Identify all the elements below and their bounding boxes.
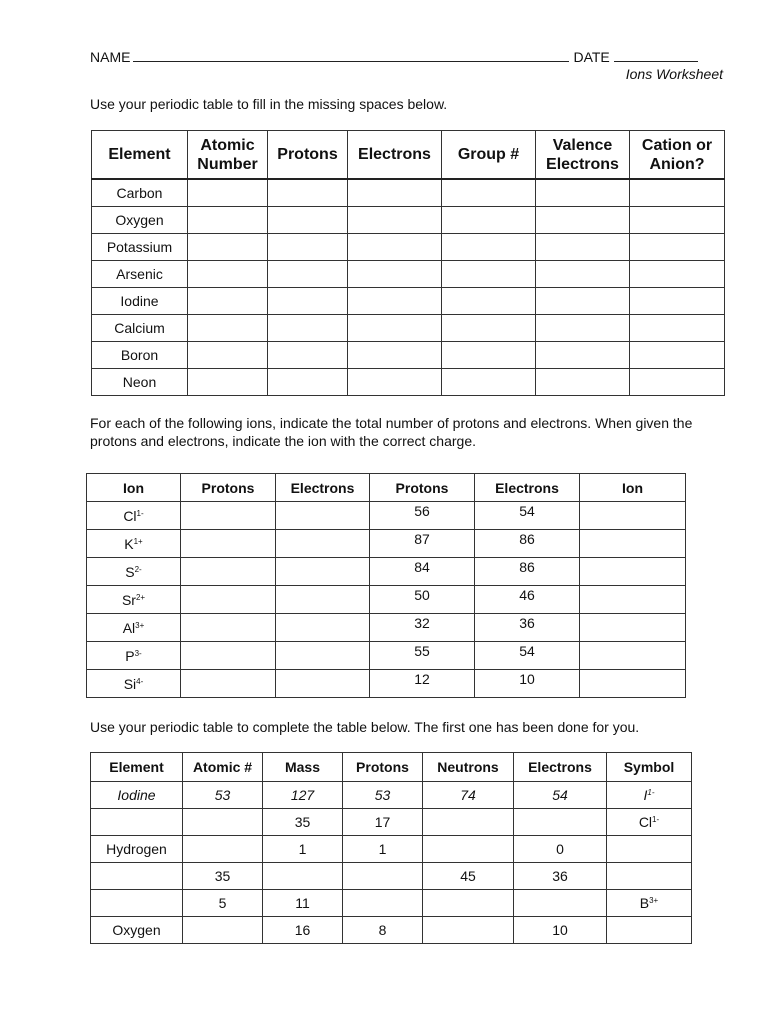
- answer-cell[interactable]: [514, 890, 607, 917]
- column-header-line: Electrons: [358, 146, 431, 163]
- given-protons-cell: 32: [370, 614, 475, 642]
- answer-cell[interactable]: [423, 890, 514, 917]
- table-row: [91, 917, 692, 944]
- element-cell: Oxygen: [91, 917, 183, 944]
- element-table: [91, 130, 725, 396]
- answer-cell[interactable]: [442, 261, 536, 288]
- answer-cell[interactable]: [442, 207, 536, 234]
- given-electrons-cell: 10: [475, 670, 580, 698]
- answer-cell[interactable]: [580, 530, 686, 558]
- name-date-header: [90, 47, 698, 65]
- column-header: [92, 131, 188, 180]
- symbol-text: I: [643, 787, 648, 803]
- answer-cell[interactable]: [442, 179, 536, 207]
- column-header-line: Electrons: [546, 155, 619, 173]
- electrons-cell: 36: [514, 863, 607, 890]
- given-protons-cell: 50: [370, 586, 475, 614]
- answer-cell[interactable]: [188, 234, 268, 261]
- column-header: Ion: [87, 474, 181, 502]
- answer-cell[interactable]: [91, 863, 183, 890]
- answer-cell[interactable]: [263, 863, 343, 890]
- answer-cell[interactable]: [580, 614, 686, 642]
- electrons-cell: 54: [514, 782, 607, 809]
- answer-cell[interactable]: [276, 558, 370, 586]
- answer-cell[interactable]: [536, 369, 630, 396]
- answer-cell[interactable]: [91, 809, 183, 836]
- given-protons-cell: 55: [370, 642, 475, 670]
- mass-cell: 35: [263, 809, 343, 836]
- symbol-text: Cl: [638, 814, 653, 830]
- atomic-cell: 5: [183, 890, 263, 917]
- element-cell: Hydrogen: [91, 836, 183, 863]
- answer-cell[interactable]: [630, 234, 725, 261]
- ion-cell: [87, 670, 181, 698]
- protons-cell: 17: [343, 809, 423, 836]
- column-header: Electrons: [475, 474, 580, 502]
- element-name-cell: Oxygen: [92, 207, 188, 234]
- answer-cell[interactable]: [580, 642, 686, 670]
- given-protons-cell: 12: [370, 670, 475, 698]
- answer-cell[interactable]: [630, 342, 725, 369]
- table-row: [91, 836, 692, 863]
- answer-cell[interactable]: [181, 642, 276, 670]
- answer-cell[interactable]: [348, 342, 442, 369]
- column-header: [348, 131, 442, 180]
- column-header-line: Group #: [457, 146, 520, 163]
- answer-cell[interactable]: [607, 836, 692, 863]
- answer-cell[interactable]: [181, 502, 276, 530]
- answer-cell[interactable]: [91, 890, 183, 917]
- answer-cell[interactable]: [183, 917, 263, 944]
- answer-cell[interactable]: [580, 558, 686, 586]
- answer-cell[interactable]: [268, 315, 348, 342]
- answer-cell[interactable]: [188, 315, 268, 342]
- column-header: Protons: [181, 474, 276, 502]
- answer-cell[interactable]: [348, 369, 442, 396]
- ion-symbol: K: [124, 535, 134, 552]
- atomic-cell: 53: [183, 782, 263, 809]
- answer-cell[interactable]: [268, 261, 348, 288]
- column-header: Electrons: [514, 753, 607, 782]
- table-row: [92, 369, 725, 396]
- column-header: Protons: [370, 474, 475, 502]
- answer-cell[interactable]: [423, 917, 514, 944]
- answer-cell[interactable]: [276, 642, 370, 670]
- ion-charge: 2-: [134, 564, 142, 574]
- symbol-charge: 3+: [649, 896, 659, 905]
- column-header: Protons: [343, 753, 423, 782]
- answer-cell[interactable]: [348, 179, 442, 207]
- table-row: [92, 179, 725, 207]
- mass-cell: 127: [263, 782, 343, 809]
- element-name-cell: Iodine: [92, 288, 188, 315]
- protons-cell: 1: [343, 836, 423, 863]
- answer-cell[interactable]: [607, 863, 692, 890]
- answer-cell[interactable]: [630, 315, 725, 342]
- table-row: [87, 642, 686, 670]
- element-name-cell: Arsenic: [92, 261, 188, 288]
- ion-symbol: Sr: [121, 591, 136, 608]
- section2-instruction: For each of the following ions, indicate the total number of protons and electrons. When given the protons and electrons, indicate the ion with the correct charge.: [90, 415, 693, 449]
- answer-cell[interactable]: [630, 261, 725, 288]
- ion-cell: [87, 642, 181, 670]
- answer-cell[interactable]: [188, 369, 268, 396]
- element-name-cell: Potassium: [92, 234, 188, 261]
- ion-symbol: Al: [122, 619, 136, 636]
- column-header: Electrons: [276, 474, 370, 502]
- answer-cell[interactable]: [607, 917, 692, 944]
- answer-cell[interactable]: [268, 234, 348, 261]
- protons-cell: 53: [343, 782, 423, 809]
- answer-cell[interactable]: [343, 890, 423, 917]
- name-field[interactable]: [133, 47, 569, 62]
- ion-cell: [87, 614, 181, 642]
- ion-cell: [87, 558, 181, 586]
- symbol-text: B: [639, 895, 650, 911]
- ion-cell: [87, 586, 181, 614]
- column-header: Atomic #: [183, 753, 263, 782]
- given-protons-cell: 87: [370, 530, 475, 558]
- table-row: [87, 558, 686, 586]
- answer-cell[interactable]: [536, 288, 630, 315]
- element-name-cell: Boron: [92, 342, 188, 369]
- answer-cell[interactable]: [348, 207, 442, 234]
- electrons-cell: 0: [514, 836, 607, 863]
- given-protons-cell: 84: [370, 558, 475, 586]
- ion-charge: 3-: [134, 648, 142, 658]
- answer-cell[interactable]: [276, 614, 370, 642]
- ion-charge: 3+: [135, 620, 145, 630]
- table-row: [91, 809, 692, 836]
- column-header-line: Atomic: [200, 136, 255, 154]
- ion-symbol: S: [125, 563, 135, 580]
- answer-cell[interactable]: [343, 863, 423, 890]
- answer-cell[interactable]: [423, 809, 514, 836]
- answer-cell[interactable]: [442, 288, 536, 315]
- column-header: Neutrons: [423, 753, 514, 782]
- answer-cell[interactable]: [181, 614, 276, 642]
- protons-cell: 8: [343, 917, 423, 944]
- table-row: [91, 863, 692, 890]
- isotope-table: [90, 752, 692, 944]
- answer-cell[interactable]: [536, 179, 630, 207]
- column-header-line: Protons: [277, 146, 338, 163]
- ion-charge: 4-: [136, 676, 144, 686]
- answer-cell[interactable]: [188, 261, 268, 288]
- answer-cell[interactable]: [188, 179, 268, 207]
- element-cell: Iodine: [91, 782, 183, 809]
- electrons-cell: 10: [514, 917, 607, 944]
- given-electrons-cell: 54: [475, 502, 580, 530]
- table-row: [92, 288, 725, 315]
- answer-cell[interactable]: [580, 670, 686, 698]
- column-header-line: Number: [197, 155, 258, 173]
- answer-cell[interactable]: [630, 369, 725, 396]
- table-row: [87, 614, 686, 642]
- answer-cell[interactable]: [630, 179, 725, 207]
- table-row: [91, 782, 692, 809]
- date-field[interactable]: [614, 47, 698, 62]
- answer-cell[interactable]: [442, 369, 536, 396]
- ion-charge: 1+: [133, 536, 143, 546]
- worksheet-title: Ions Worksheet: [625, 66, 723, 82]
- answer-cell[interactable]: [348, 234, 442, 261]
- ion-table: [86, 473, 686, 698]
- symbol-charge: 1-: [647, 788, 655, 797]
- answer-cell[interactable]: [268, 207, 348, 234]
- answer-cell[interactable]: [442, 342, 536, 369]
- column-header: [536, 131, 630, 180]
- column-header: Ion: [580, 474, 686, 502]
- table-row: [87, 530, 686, 558]
- answer-cell[interactable]: [181, 670, 276, 698]
- answer-cell[interactable]: [276, 586, 370, 614]
- answer-cell[interactable]: [514, 809, 607, 836]
- table-row: [92, 261, 725, 288]
- section3-instruction: Use your periodic table to complete the table below. The first one has been done for you.: [90, 719, 640, 735]
- name-label: NAME: [90, 49, 131, 65]
- symbol-cell: [607, 782, 692, 809]
- answer-cell[interactable]: [188, 342, 268, 369]
- answer-cell[interactable]: [188, 288, 268, 315]
- answer-cell[interactable]: [536, 207, 630, 234]
- table-row: [87, 586, 686, 614]
- table-row: [92, 315, 725, 342]
- ion-charge: 1-: [136, 508, 144, 518]
- ion-symbol: Si: [123, 675, 137, 692]
- column-header-line: Element: [108, 146, 171, 163]
- mass-cell: 1: [263, 836, 343, 863]
- element-name-cell: Calcium: [92, 315, 188, 342]
- answer-cell[interactable]: [580, 502, 686, 530]
- element-name-cell: Carbon: [92, 179, 188, 207]
- answer-cell[interactable]: [268, 288, 348, 315]
- table-row: [92, 234, 725, 261]
- answer-cell[interactable]: [181, 530, 276, 558]
- answer-cell[interactable]: [183, 836, 263, 863]
- table-row: [87, 670, 686, 698]
- column-header-line: Cation or: [641, 136, 713, 154]
- column-header: [630, 131, 725, 180]
- answer-cell[interactable]: [536, 234, 630, 261]
- answer-cell[interactable]: [580, 586, 686, 614]
- answer-cell[interactable]: [536, 261, 630, 288]
- given-electrons-cell: 86: [475, 558, 580, 586]
- atomic-cell: 35: [183, 863, 263, 890]
- answer-cell[interactable]: [276, 502, 370, 530]
- answer-cell[interactable]: [276, 530, 370, 558]
- neutrons-cell: 45: [423, 863, 514, 890]
- answer-cell[interactable]: [348, 261, 442, 288]
- column-header: Symbol: [607, 753, 692, 782]
- given-protons-cell: 56: [370, 502, 475, 530]
- answer-cell[interactable]: [268, 179, 348, 207]
- given-electrons-cell: 54: [475, 642, 580, 670]
- column-header: Element: [91, 753, 183, 782]
- column-header: [442, 131, 536, 180]
- given-electrons-cell: 46: [475, 586, 580, 614]
- column-header: Mass: [263, 753, 343, 782]
- answer-cell[interactable]: [630, 207, 725, 234]
- answer-cell[interactable]: [442, 234, 536, 261]
- symbol-cell: [607, 809, 692, 836]
- column-header-line: Valence: [552, 136, 613, 154]
- column-header: [188, 131, 268, 180]
- element-name-cell: Neon: [92, 369, 188, 396]
- column-header-line: Anion?: [649, 155, 705, 173]
- answer-cell[interactable]: [181, 558, 276, 586]
- answer-cell[interactable]: [268, 369, 348, 396]
- table-row: [92, 207, 725, 234]
- date-label: DATE: [573, 49, 610, 65]
- table-row: [87, 502, 686, 530]
- table-row: [91, 890, 692, 917]
- answer-cell[interactable]: [630, 288, 725, 315]
- given-electrons-cell: 36: [475, 614, 580, 642]
- given-electrons-cell: 86: [475, 530, 580, 558]
- section1-instruction: Use your periodic table to fill in the missing spaces below.: [90, 96, 448, 112]
- ion-symbol: Cl: [123, 507, 137, 524]
- neutrons-cell: 74: [423, 782, 514, 809]
- column-header: [268, 131, 348, 180]
- ion-cell: [87, 530, 181, 558]
- answer-cell[interactable]: [536, 315, 630, 342]
- answer-cell[interactable]: [181, 586, 276, 614]
- answer-cell[interactable]: [442, 315, 536, 342]
- symbol-cell: [607, 890, 692, 917]
- ion-cell: [87, 502, 181, 530]
- ion-charge: 2+: [135, 592, 146, 602]
- mass-cell: 11: [263, 890, 343, 917]
- answer-cell[interactable]: [536, 342, 630, 369]
- answer-cell[interactable]: [348, 315, 442, 342]
- answer-cell[interactable]: [268, 342, 348, 369]
- symbol-charge: 1-: [652, 815, 660, 824]
- table-row: [92, 342, 725, 369]
- answer-cell[interactable]: [276, 670, 370, 698]
- answer-cell[interactable]: [183, 809, 263, 836]
- answer-cell[interactable]: [348, 288, 442, 315]
- answer-cell[interactable]: [188, 207, 268, 234]
- mass-cell: 16: [263, 917, 343, 944]
- answer-cell[interactable]: [423, 836, 514, 863]
- ion-symbol: P: [125, 647, 135, 664]
